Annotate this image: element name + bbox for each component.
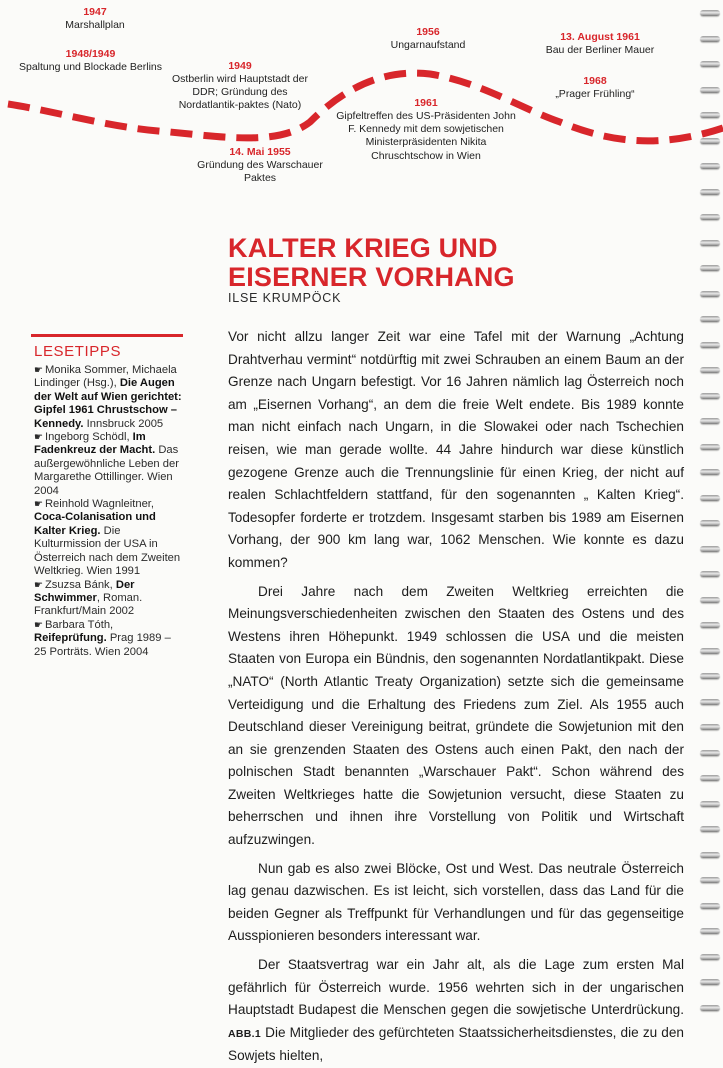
binding-ring (700, 597, 720, 603)
timeline-event-1949 (165, 60, 315, 113)
event-date: 1949 (228, 60, 252, 72)
body-paragraph: Drei Jahre nach dem Zweiten Weltkrieg erreichten die Meinungsverschiedenheiten zwischen den Staaten des Ostens und des Westens ihren Höhepunkt. 1949 schlossen die USA und die meisten Staaten von Europa ein Bündnis, den sogenannten Nordatlantikpakt. Diese „NATO“ (North Atlantic Treaty Organization) setzte sich die gemeinsame Verteidigung und die Erhaltung des Friedens zum Ziel. Als 1955 auch Deutschland dieser Vereinigung beitrat, gründete die Sowjetunion mit den an sie grenzenden Staaten des Ostens auch einen Pakt, den nach der polnischen Stadt benannten „Warschauer Pakt“. Schon während des Zweiten Weltkrieges hatte die Sowjetunion versucht, diese Staaten zu beherrschen und ihnen ihre Vorstellung von Politik und Wirtschaft aufzuzwingen. (228, 583, 684, 848)
spiral-binding (700, 0, 723, 1024)
event-desc: Ungarnaufstand (390, 39, 466, 51)
pointing-hand-icon: ☛ (34, 579, 43, 591)
tip-title: Der Schwimmer (34, 578, 135, 604)
binding-ring (700, 954, 720, 960)
binding-ring (700, 138, 720, 144)
timeline (0, 0, 723, 200)
tip-details: Prag 1989 – 25 Porträts. Wien 2004 (34, 632, 171, 658)
binding-ring (700, 877, 720, 883)
tip-author: Reinhold Wagnleitner, (44, 498, 155, 511)
body-paragraph: Nun gab es also zwei Blöcke, Ost und West. Das neutrale Österreich lag genau dazwischen. Es ist leicht, sich vorstellen, dass das Land für die beiden Gegner als Treffpunkt für Verhandlungen und für das gegenseitige Ausspionieren besonders interessant war. (228, 860, 684, 944)
article-title-line1: KALTER KRIEG UND (228, 233, 498, 263)
event-date: 1948/1949 (65, 48, 116, 60)
tip-details: Innsbruck 2005 (83, 417, 164, 430)
tip-title: Die Augen der Welt auf Wien gerichtet: Gipfel 1961 Chrustschow – Kennedy. (34, 377, 182, 430)
event-desc: Ostberlin wird Hauptstadt der DDR; Gründung des Nordatlantik-paktes (Nato) (172, 73, 308, 112)
event-date: 14. Mai 1955 (229, 146, 291, 158)
tip-title: Im Fadenkreuz der Macht. (34, 431, 156, 457)
timeline-event-1948 (8, 48, 173, 74)
binding-ring (700, 189, 720, 195)
binding-ring (700, 571, 720, 577)
reading-tip (34, 364, 183, 431)
binding-ring (700, 342, 720, 348)
binding-ring (700, 724, 720, 730)
timeline-event-1947 (60, 6, 130, 32)
pointing-hand-icon: ☛ (34, 365, 43, 376)
event-date: 1956 (416, 26, 440, 38)
pointing-hand-icon: ☛ (34, 619, 43, 631)
tip-title: Reifeprüfung. (34, 632, 107, 645)
timeline-event-1961 (336, 97, 516, 163)
pointing-hand-icon: ☛ (34, 499, 43, 511)
binding-ring (700, 826, 720, 832)
tip-author: Zsuzsa Bánk, (44, 578, 116, 591)
binding-ring (700, 10, 720, 16)
figure-reference: ABB.1 (228, 1027, 262, 1040)
event-date: 1947 (83, 6, 107, 18)
binding-ring (700, 495, 720, 501)
event-desc: Marshallplan (65, 19, 125, 31)
paragraph-text: Der Staatsvertrag war ein Jahr alt, als die Lage zum ersten Mal gefährlich für Österreich wurde. 1956 wehrten sich in der ungarischen Hauptstadt Budapest die Menschen gegen die sowjetische Unterdrückung. (228, 957, 684, 1018)
binding-ring (700, 622, 720, 628)
binding-ring (700, 699, 720, 705)
reading-tip (34, 431, 183, 498)
binding-ring (700, 852, 720, 858)
binding-ring (700, 214, 720, 220)
binding-ring (700, 87, 720, 93)
tip-author: Monika Sommer, Michaela Lindinger (Hsg.), (34, 364, 177, 390)
binding-ring (700, 801, 720, 807)
binding-ring (700, 367, 720, 373)
sidebar-heading: LESETIPPS (34, 343, 122, 360)
binding-ring (700, 546, 720, 552)
binding-ring (700, 750, 720, 756)
binding-ring (700, 775, 720, 781)
binding-ring (700, 648, 720, 654)
tip-details: Die Kulturmission der USA in Österreich nach dem Zweiten Weltkrieg. Wien 1991 (34, 524, 181, 578)
event-desc: Gründung des Warschauer Paktes (197, 159, 323, 185)
event-desc: Gipfeltreffen des US-Präsidenten John F. Kennedy mit dem sowjetischen Ministerpräsidenten Nikita Chruschtschow in Wien (336, 110, 516, 162)
event-desc: Bau der Berliner Mauer (545, 44, 655, 56)
binding-ring (700, 316, 720, 322)
body-paragraph (228, 954, 684, 1068)
body-paragraph: Vor nicht allzu langer Zeit war eine Tafel mit der Warnung „Achtung Drahtverhau vermint“ notdürftig mit zwei Schrauben an einem Baum an der Grenze nach Ungarn befestigt. Vor 16 Jahren nämlich lag Österreich noch am „Eisernen Vorhang“, an dem die freie Welt endete. Bis 1989 konnte man nicht einfach nach Ungarn, in die Slowakei oder nach Tschechien reisen, wie man gerade wollte. 44 Jahre hindurch war diese künstlich gezogene Grenze auch die Trennungslinie für einen Krieg, der nicht auf realen Schlachtfeldern stattfand, für den sogenannten „ Kalten Krieg“. Todesopfer forderte er trotzdem. Insgesamt starben bis 1989 am Eisernen Vorhang, der 900 km lang war, 1062 Menschen. Wie konnte es dazu kommen? (228, 329, 684, 570)
reading-tip (34, 579, 183, 619)
tip-details: Das außergewöhnliche Leben der Margarethe Ottillinger. Wien 2004 (34, 444, 179, 497)
binding-ring (700, 673, 720, 679)
tip-details: , Roman. Frankfurt/Main 2002 (34, 591, 143, 618)
binding-ring (700, 903, 720, 909)
paragraph-text-tail: Die Mitglieder des gefürchteten Staatssicherheitsdienstes, die zu den Sowjets hielten, (228, 1024, 684, 1064)
timeline-event-1956 (378, 26, 478, 52)
binding-ring (700, 469, 720, 475)
binding-ring (700, 1005, 720, 1011)
tip-title: Coca-Colanisation und Kalter Krieg. (34, 511, 156, 537)
timeline-event-1968 (540, 75, 650, 101)
binding-ring (700, 444, 720, 450)
binding-ring (700, 928, 720, 934)
binding-ring (700, 163, 720, 169)
event-date: 1968 (583, 75, 607, 87)
timeline-event-aug-1961 (530, 31, 670, 57)
binding-ring (700, 418, 720, 424)
tip-author: Barbara Tóth, (44, 618, 114, 631)
event-date: 1961 (414, 97, 438, 109)
binding-ring (700, 112, 720, 118)
event-desc: „Prager Frühling“ (555, 88, 635, 100)
binding-ring (700, 979, 720, 985)
binding-ring (700, 240, 720, 246)
timeline-event-1955 (180, 146, 340, 185)
tip-author: Ingeborg Schödl, (44, 431, 133, 444)
article-title (228, 234, 688, 292)
reading-tips-sidebar (31, 334, 183, 659)
pointing-hand-icon: ☛ (34, 432, 43, 444)
article-author: ILSE KRUMPÖCK (228, 291, 342, 305)
event-desc: Spaltung und Blockade Berlins (18, 61, 162, 73)
binding-ring (700, 393, 720, 399)
binding-ring (700, 520, 720, 526)
reading-tip (34, 498, 183, 578)
article-body (228, 326, 684, 1068)
article-title-line2: EISERNER VORHANG (228, 262, 515, 292)
event-date: 13. August 1961 (560, 31, 640, 43)
binding-ring (700, 265, 720, 271)
binding-ring (700, 291, 720, 297)
binding-ring (700, 36, 720, 42)
reading-tip (34, 619, 183, 659)
binding-ring (700, 61, 720, 67)
